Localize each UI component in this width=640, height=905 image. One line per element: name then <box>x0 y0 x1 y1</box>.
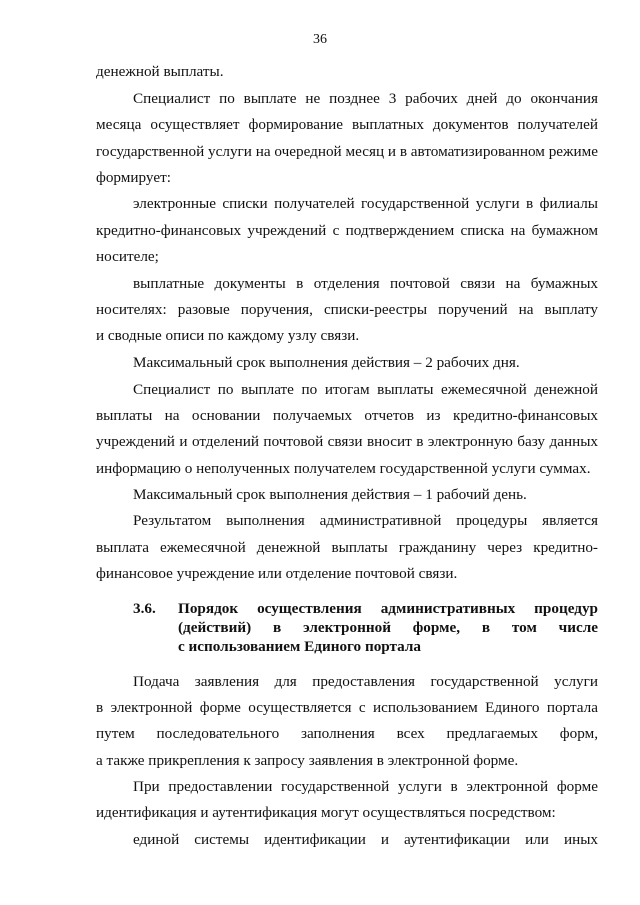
text-line: государственной услуги на очередной месяц и в автоматизированном режиме <box>96 143 598 160</box>
text-line: Подача заявления для предоставления государственной услуги <box>133 673 598 690</box>
text-line: выплаты на основании получаемых отчетов из кредитно-финансовых <box>96 407 598 424</box>
section-heading-line: с использованием Единого портала <box>178 638 422 655</box>
text-line: Максимальный срок выполнения действия – 2 рабочих дня. <box>133 354 520 371</box>
page-number: 36 <box>313 32 327 47</box>
text-line: идентификация и аутентификация могут осуществляться посредством: <box>96 804 556 821</box>
text-line: и сводные описи по каждому узлу связи. <box>96 327 360 344</box>
text-line: Специалист по выплате не позднее 3 рабочих дней до окончания <box>133 90 598 107</box>
section-number: 3.6. <box>133 600 156 617</box>
text-line: финансовое учреждение или отделение почтовой связи. <box>96 565 458 582</box>
text-line: единой системы идентификации и аутентификации или иных <box>133 831 598 848</box>
section-heading-line: Порядок осуществления административных процедур <box>178 600 598 617</box>
section-heading-line: (действий) в электронной форме, в том числе <box>178 619 598 636</box>
text-line: носителях: разовые поручения, списки-реестры поручений на выплату <box>96 301 598 318</box>
text-line: денежной выплаты. <box>96 63 224 80</box>
text-line: формирует: <box>96 169 171 186</box>
text-line: путем последовательного заполнения всех предлагаемых форм, <box>96 725 598 742</box>
text-line: носителе; <box>96 248 159 265</box>
text-line: учреждений и отделений почтовой связи вносит в электронную базу данных <box>96 433 598 450</box>
text-line: Специалист по выплате по итогам выплаты ежемесячной денежной <box>133 381 598 398</box>
text-line: выплатные документы в отделения почтовой связи на бумажных <box>133 275 598 292</box>
text-line: месяца осуществляет формирование выплатных документов получателей <box>96 116 598 133</box>
text-line: электронные списки получателей государственной услуги в филиалы <box>133 195 598 212</box>
text-line: При предоставлении государственной услуги в электронной форме <box>133 778 598 795</box>
text-line: кредитно-финансовых учреждений с подтверждением списка на бумажном <box>96 222 598 239</box>
text-line: выплата ежемесячной денежной выплаты гражданину через кредитно- <box>96 539 598 556</box>
text-line: в электронной форме осуществляется с использованием Единого портала <box>96 699 598 716</box>
text-line: Максимальный срок выполнения действия – 1 рабочий день. <box>133 486 527 503</box>
text-line: Результатом выполнения административной процедуры является <box>133 512 598 529</box>
text-line: а также прикрепления к запросу заявления в электронной форме. <box>96 752 519 769</box>
text-line: информацию о неполученных получателем государственной услуги суммах. <box>96 460 591 477</box>
